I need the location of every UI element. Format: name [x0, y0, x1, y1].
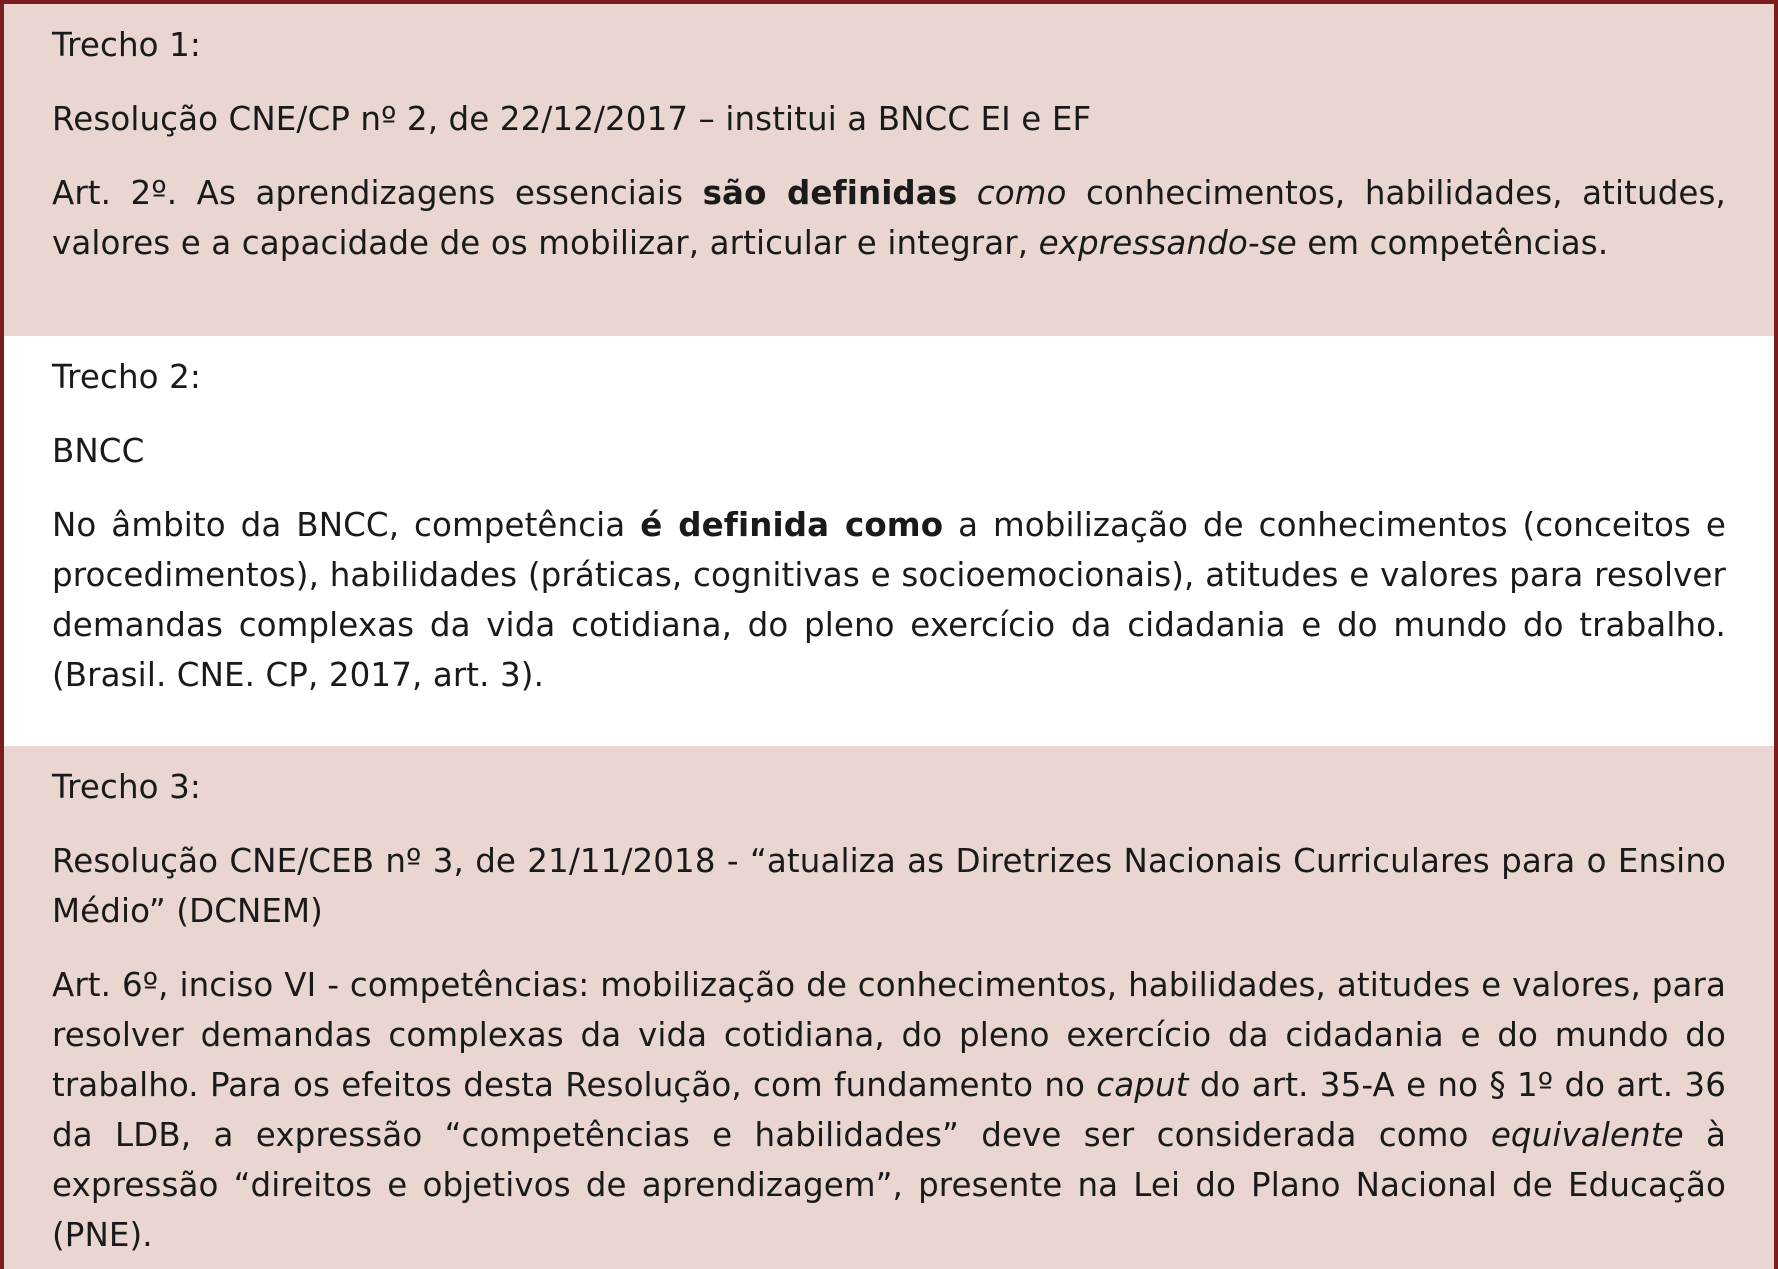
excerpt-1-italic: como — [976, 174, 1067, 212]
excerpt-2-source: BNCC — [52, 432, 145, 470]
excerpt-2-bold: é definida como — [640, 506, 944, 544]
excerpt-1-label: Trecho 1: — [52, 26, 201, 64]
excerpt-3-text-part: à expressão “direitos e objetivos de aprendizagem”, presente na Lei do Plano Nacional de Educação (PNE). — [52, 1116, 1727, 1254]
excerpt-2-text-part: No âmbito da BNCC, competência — [52, 506, 641, 544]
excerpt-3-text-part: Art. 6º, inciso VI - competências: mobilização de conhecimentos, habilidades, atitudes e valores, para resolver demandas complexas da vida cotidiana, do pleno exercício da cidadania e do mundo do trabalho. Para os efeitos desta Resolução, com fundamento no — [52, 966, 1726, 1104]
excerpt-3-italic: equivalente — [1490, 1116, 1684, 1154]
excerpt-3-italic: caput — [1096, 1066, 1189, 1104]
excerpt-2-section — [4, 336, 1774, 746]
excerpt-3-text — [52, 960, 1726, 1260]
excerpt-3-section — [4, 746, 1774, 1269]
excerpt-1-bold: são definidas — [702, 174, 958, 212]
excerpt-2-label: Trecho 2: — [52, 358, 201, 396]
excerpt-1-text-part: em competências. — [1296, 224, 1609, 262]
excerpt-2-text-part: a mobilização de conhecimentos (conceitos e procedimentos), habilidades (práticas, cognitivas e socioemocionais), atitudes e valores para resolver demandas complexas da vida cotidiana, do pleno exercício da cidadania e do mundo do trabalho. (Brasil. CNE. CP, 2017, art. 3). — [52, 506, 1726, 694]
excerpt-2-text — [52, 500, 1726, 700]
excerpt-1-source: Resolução CNE/CP nº 2, de 22/12/2017 – institui a BNCC EI e EF — [52, 100, 1092, 138]
excerpt-1-section — [4, 4, 1774, 336]
excerpt-1-text-part — [957, 174, 976, 212]
excerpt-1-text-part: conhecimentos, habilidades, atitudes, valores e a capacidade de os mobilizar, articular e integrar, — [52, 174, 1726, 262]
excerpt-3-source: Resolução CNE/CEB nº 3, de 21/11/2018 - “atualiza as Diretrizes Nacionais Curriculares para o Ensino Médio” (DCNEM) — [52, 842, 1726, 930]
excerpt-1-text-part: Art. 2º. As aprendizagens essenciais — [52, 174, 703, 212]
excerpt-1-text — [52, 168, 1726, 268]
excerpt-3-text-part: do art. 35-A e no § 1º do art. 36 da LDB, a expressão “competências e habilidades” deve ser considerada como — [52, 1066, 1726, 1154]
excerpt-1-italic: expressando-se — [1038, 224, 1297, 262]
excerpt-3-label: Trecho 3: — [52, 768, 201, 806]
